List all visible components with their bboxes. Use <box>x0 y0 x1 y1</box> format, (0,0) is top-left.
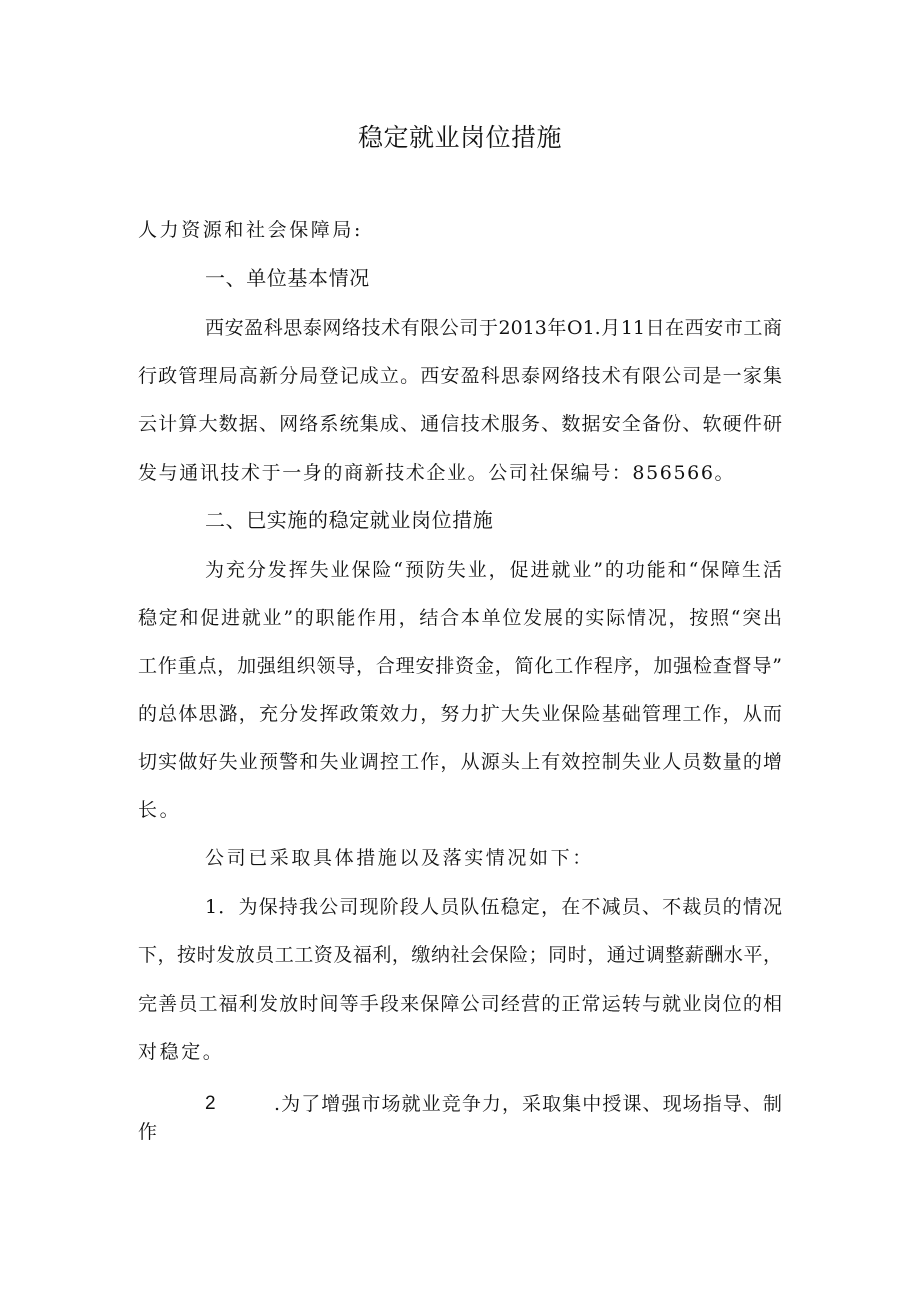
section2-heading: 二、巳实施的稳定就业岗位措施 <box>205 508 494 532</box>
item1-line: 下，按时发放员工工资及福利，缴纳社会保险；同时，通过调整薪酬水平， <box>138 944 782 966</box>
section2-para-line: 为充分发挥失业保险“预防失业，促进就业”的功能和“保障生活 <box>205 559 782 581</box>
section1-line: 西安盈科思泰网络技术有限公司于2013年O1.月11日在西安市工商 <box>205 317 782 339</box>
section2-para-line: 的总体思潞，充分发挥政策效力，努力扩大失业保险基础管理工作，从而 <box>138 703 782 725</box>
addressee: 人力资源和社会保障局: <box>138 219 364 241</box>
item2-line: .为了增强市场就业竞争力，采取集中授课、现场指导、制 <box>274 1093 782 1115</box>
item1-line: 1．为保持我公司现阶段人员队伍稳定，在不减员、不裁员的情况 <box>205 896 782 918</box>
section2-para-line: 长。 <box>138 799 182 821</box>
item2-continuation: 作 <box>138 1121 160 1143</box>
section1-heading: 一、单位基本情况 <box>205 266 370 290</box>
item1-line: 完善员工福利发放时间等手段来保障公司经营的正常运转与就业岗位的相 <box>138 993 782 1015</box>
page-title: 稳定就业岗位措施 <box>357 123 562 152</box>
section2-para-line: 切实做好失业预警和失业调控工作，从源头上有效控制失业人员数量的增 <box>138 751 782 773</box>
measures-intro: 公司已采取具体措施以及落实情况如下： <box>205 847 594 869</box>
item2-number: 2 <box>205 1093 216 1114</box>
item1-line: 对稳定。 <box>138 1041 225 1063</box>
section2-para-line: 工作重点，加强组织领导，合理安排资金，简化工作程序，加强检查督导” <box>138 655 782 677</box>
section1-line: 行政管理局高新分局登记成立。西安盈科思泰网络技术有限公司是一家集 <box>138 365 782 387</box>
section1-line: 云计算大数据、网络系统集成、通信技术服务、数据安全备份、软硬件研 <box>138 413 782 435</box>
section1-line: 发与通讯技术于一身的商新技术企业。公司社保编号：856566。 <box>138 462 736 484</box>
section2-para-line: 稳定和促进就业”的职能作用，结合本单位发展的实际情况，按照“突出 <box>138 607 782 629</box>
